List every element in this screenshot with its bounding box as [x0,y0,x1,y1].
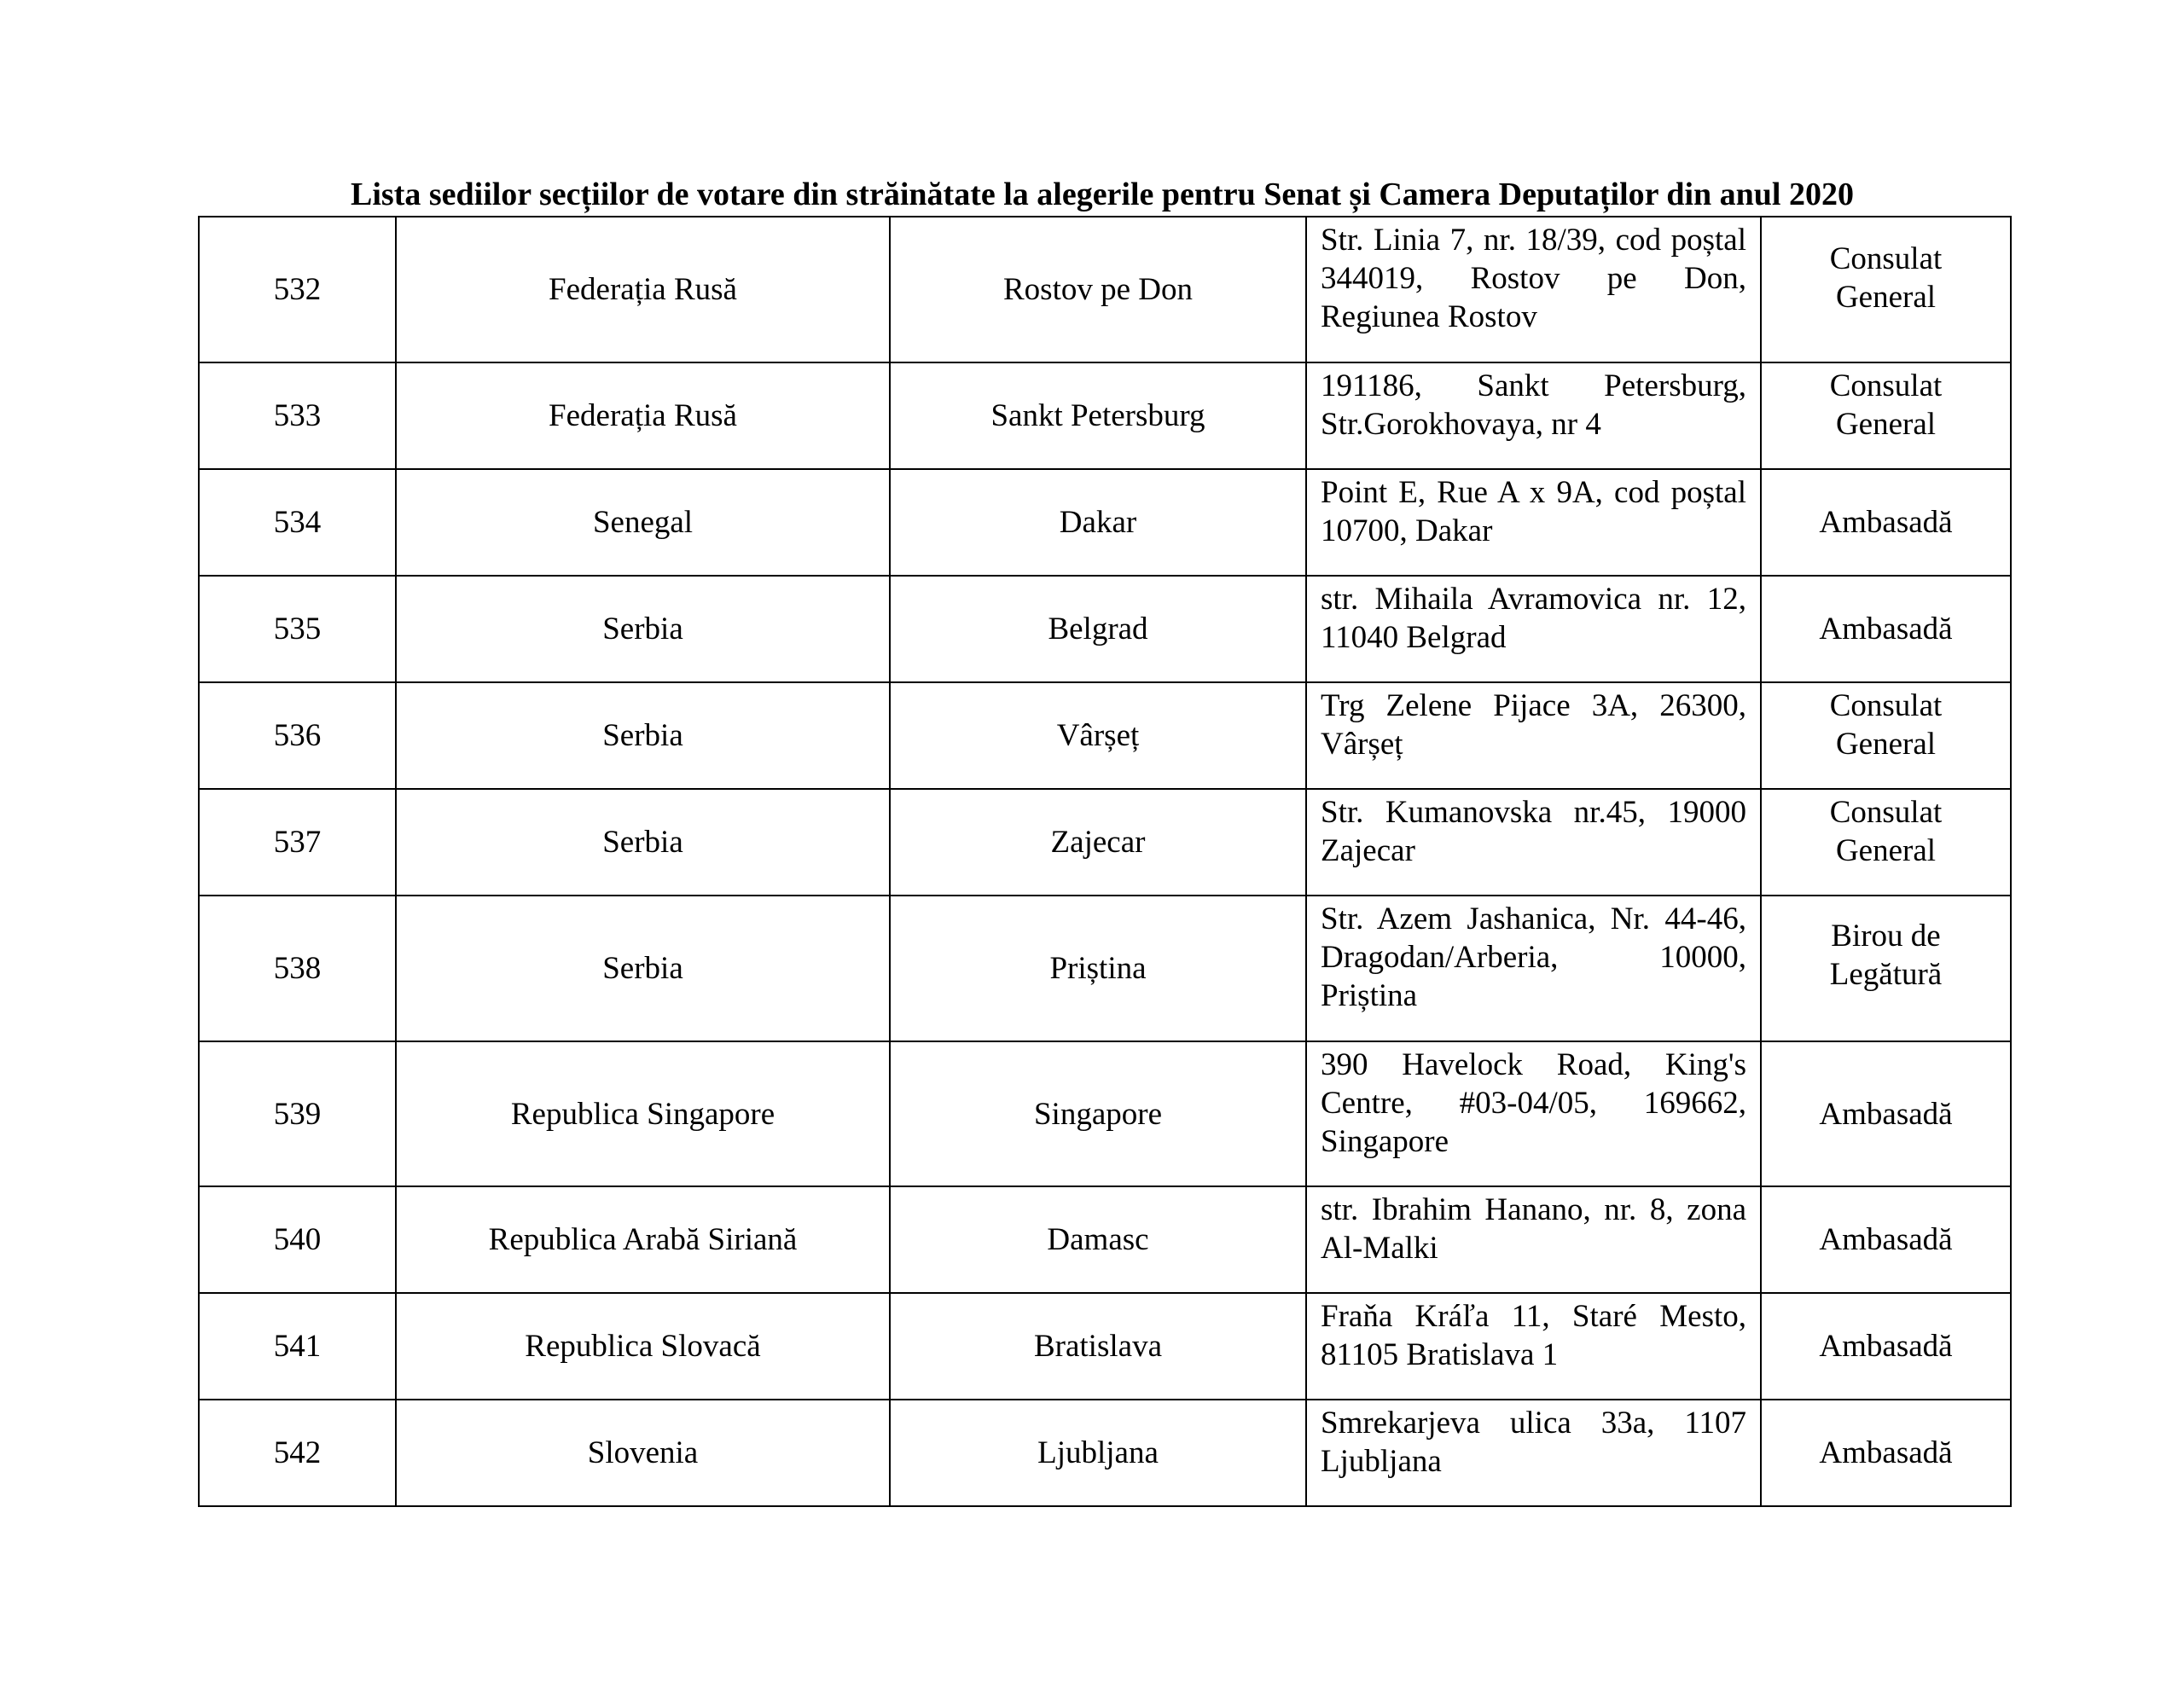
table-row [199,1293,2011,1400]
cell-address: Fraňa Kráľa 11, Staré Mesto, 81105 Bratislava 1 [1306,1293,1761,1400]
type-line-2: General [1835,727,1937,762]
page-title: Lista sediilor secțiilor de votare din străinătate la alegerile pentru Senat și Camera Deputaților din anul 2020 [351,177,1854,212]
cell-city: Zajecar [890,789,1306,896]
table-row [199,1186,2011,1293]
type-line-1: Ambasadă [1819,1096,1953,1132]
cell-city: Belgrad [890,576,1306,682]
cell-city: Bratislava [890,1293,1306,1400]
cell-number: 542 [199,1400,396,1506]
cell-type [1761,682,2011,789]
cell-type [1761,217,2011,362]
cell-number: 537 [199,789,396,896]
cell-city: Sankt Petersburg [890,362,1306,469]
cell-type [1761,896,2011,1041]
cell-country: Serbia [396,789,890,896]
cell-number: 538 [199,896,396,1041]
cell-address: str. Mihaila Avramovica nr. 12, 11040 Belgrad [1306,576,1761,682]
cell-number: 541 [199,1293,396,1400]
cell-address: Str. Azem Jashanica, Nr. 44-46, Dragodan/Arberia, 10000, Priștina [1306,896,1761,1041]
type-line-1: Ambasadă [1819,1435,1953,1470]
type-line-1: Consulat [1829,241,1943,276]
cell-address: Smrekarjeva ulica 33a, 1107 Ljubljana [1306,1400,1761,1506]
type-line-1: Ambasadă [1819,1222,1953,1257]
cell-number: 532 [199,217,396,362]
table-row [199,1041,2011,1186]
table-row [199,217,2011,362]
table-row [199,1400,2011,1506]
cell-address: Str. Kumanovska nr.45, 19000 Zajecar [1306,789,1761,896]
cell-country: Serbia [396,896,890,1041]
cell-address: Str. Linia 7, nr. 18/39, cod poștal 344019, Rostov pe Don, Regiunea Rostov [1306,217,1761,362]
cell-address: str. Ibrahim Hanano, nr. 8, zona Al-Malki [1306,1186,1761,1293]
cell-country: Serbia [396,576,890,682]
cell-country: Federația Rusă [396,217,890,362]
cell-city: Vârșeț [890,682,1306,789]
cell-address: Point E, Rue A x 9A, cod poștal 10700, Dakar [1306,469,1761,576]
type-line-1: Ambasadă [1819,505,1953,540]
cell-number: 539 [199,1041,396,1186]
cell-type [1761,362,2011,469]
type-line-1: Birou de [1831,919,1941,954]
table-row [199,362,2011,469]
cell-city: Priștina [890,896,1306,1041]
cell-country: Senegal [396,469,890,576]
table-row [199,469,2011,576]
cell-city: Singapore [890,1041,1306,1186]
cell-number: 536 [199,682,396,789]
cell-country: Slovenia [396,1400,890,1506]
cell-type [1761,1400,2011,1506]
cell-number: 535 [199,576,396,682]
cell-number: 533 [199,362,396,469]
cell-type [1761,1293,2011,1400]
cell-country: Republica Slovacă [396,1293,890,1400]
cell-city: Dakar [890,469,1306,576]
cell-city: Ljubljana [890,1400,1306,1506]
table-row [199,576,2011,682]
table-row [199,896,2011,1041]
table-row [199,682,2011,789]
cell-address: 390 Havelock Road, King's Centre, #03-04/05, 169662, Singapore [1306,1041,1761,1186]
type-line-2: Legătură [1829,957,1943,992]
type-line-1: Ambasadă [1819,612,1953,646]
cell-type [1761,1186,2011,1293]
type-line-2: General [1835,407,1937,442]
polling-stations-table-wrap [198,216,2012,1507]
polling-stations-table [198,216,2012,1507]
cell-number: 540 [199,1186,396,1293]
cell-type [1761,789,2011,896]
type-line-2: General [1835,833,1937,868]
type-line-1: Consulat [1829,368,1943,403]
cell-country: Republica Singapore [396,1041,890,1186]
cell-country: Federația Rusă [396,362,890,469]
cell-type [1761,576,2011,682]
cell-city: Rostov pe Don [890,217,1306,362]
cell-city: Damasc [890,1186,1306,1293]
table-row [199,789,2011,896]
cell-country: Serbia [396,682,890,789]
type-line-1: Ambasadă [1819,1329,1953,1364]
cell-address: Trg Zelene Pijace 3A, 26300, Vârșeț [1306,682,1761,789]
cell-type [1761,469,2011,576]
cell-address: 191186, Sankt Petersburg, Str.Gorokhovaya, nr 4 [1306,362,1761,469]
cell-number: 534 [199,469,396,576]
type-line-1: Consulat [1829,795,1943,830]
cell-country: Republica Arabă Siriană [396,1186,890,1293]
cell-type [1761,1041,2011,1186]
type-line-1: Consulat [1829,688,1943,723]
type-line-2: General [1835,280,1937,315]
